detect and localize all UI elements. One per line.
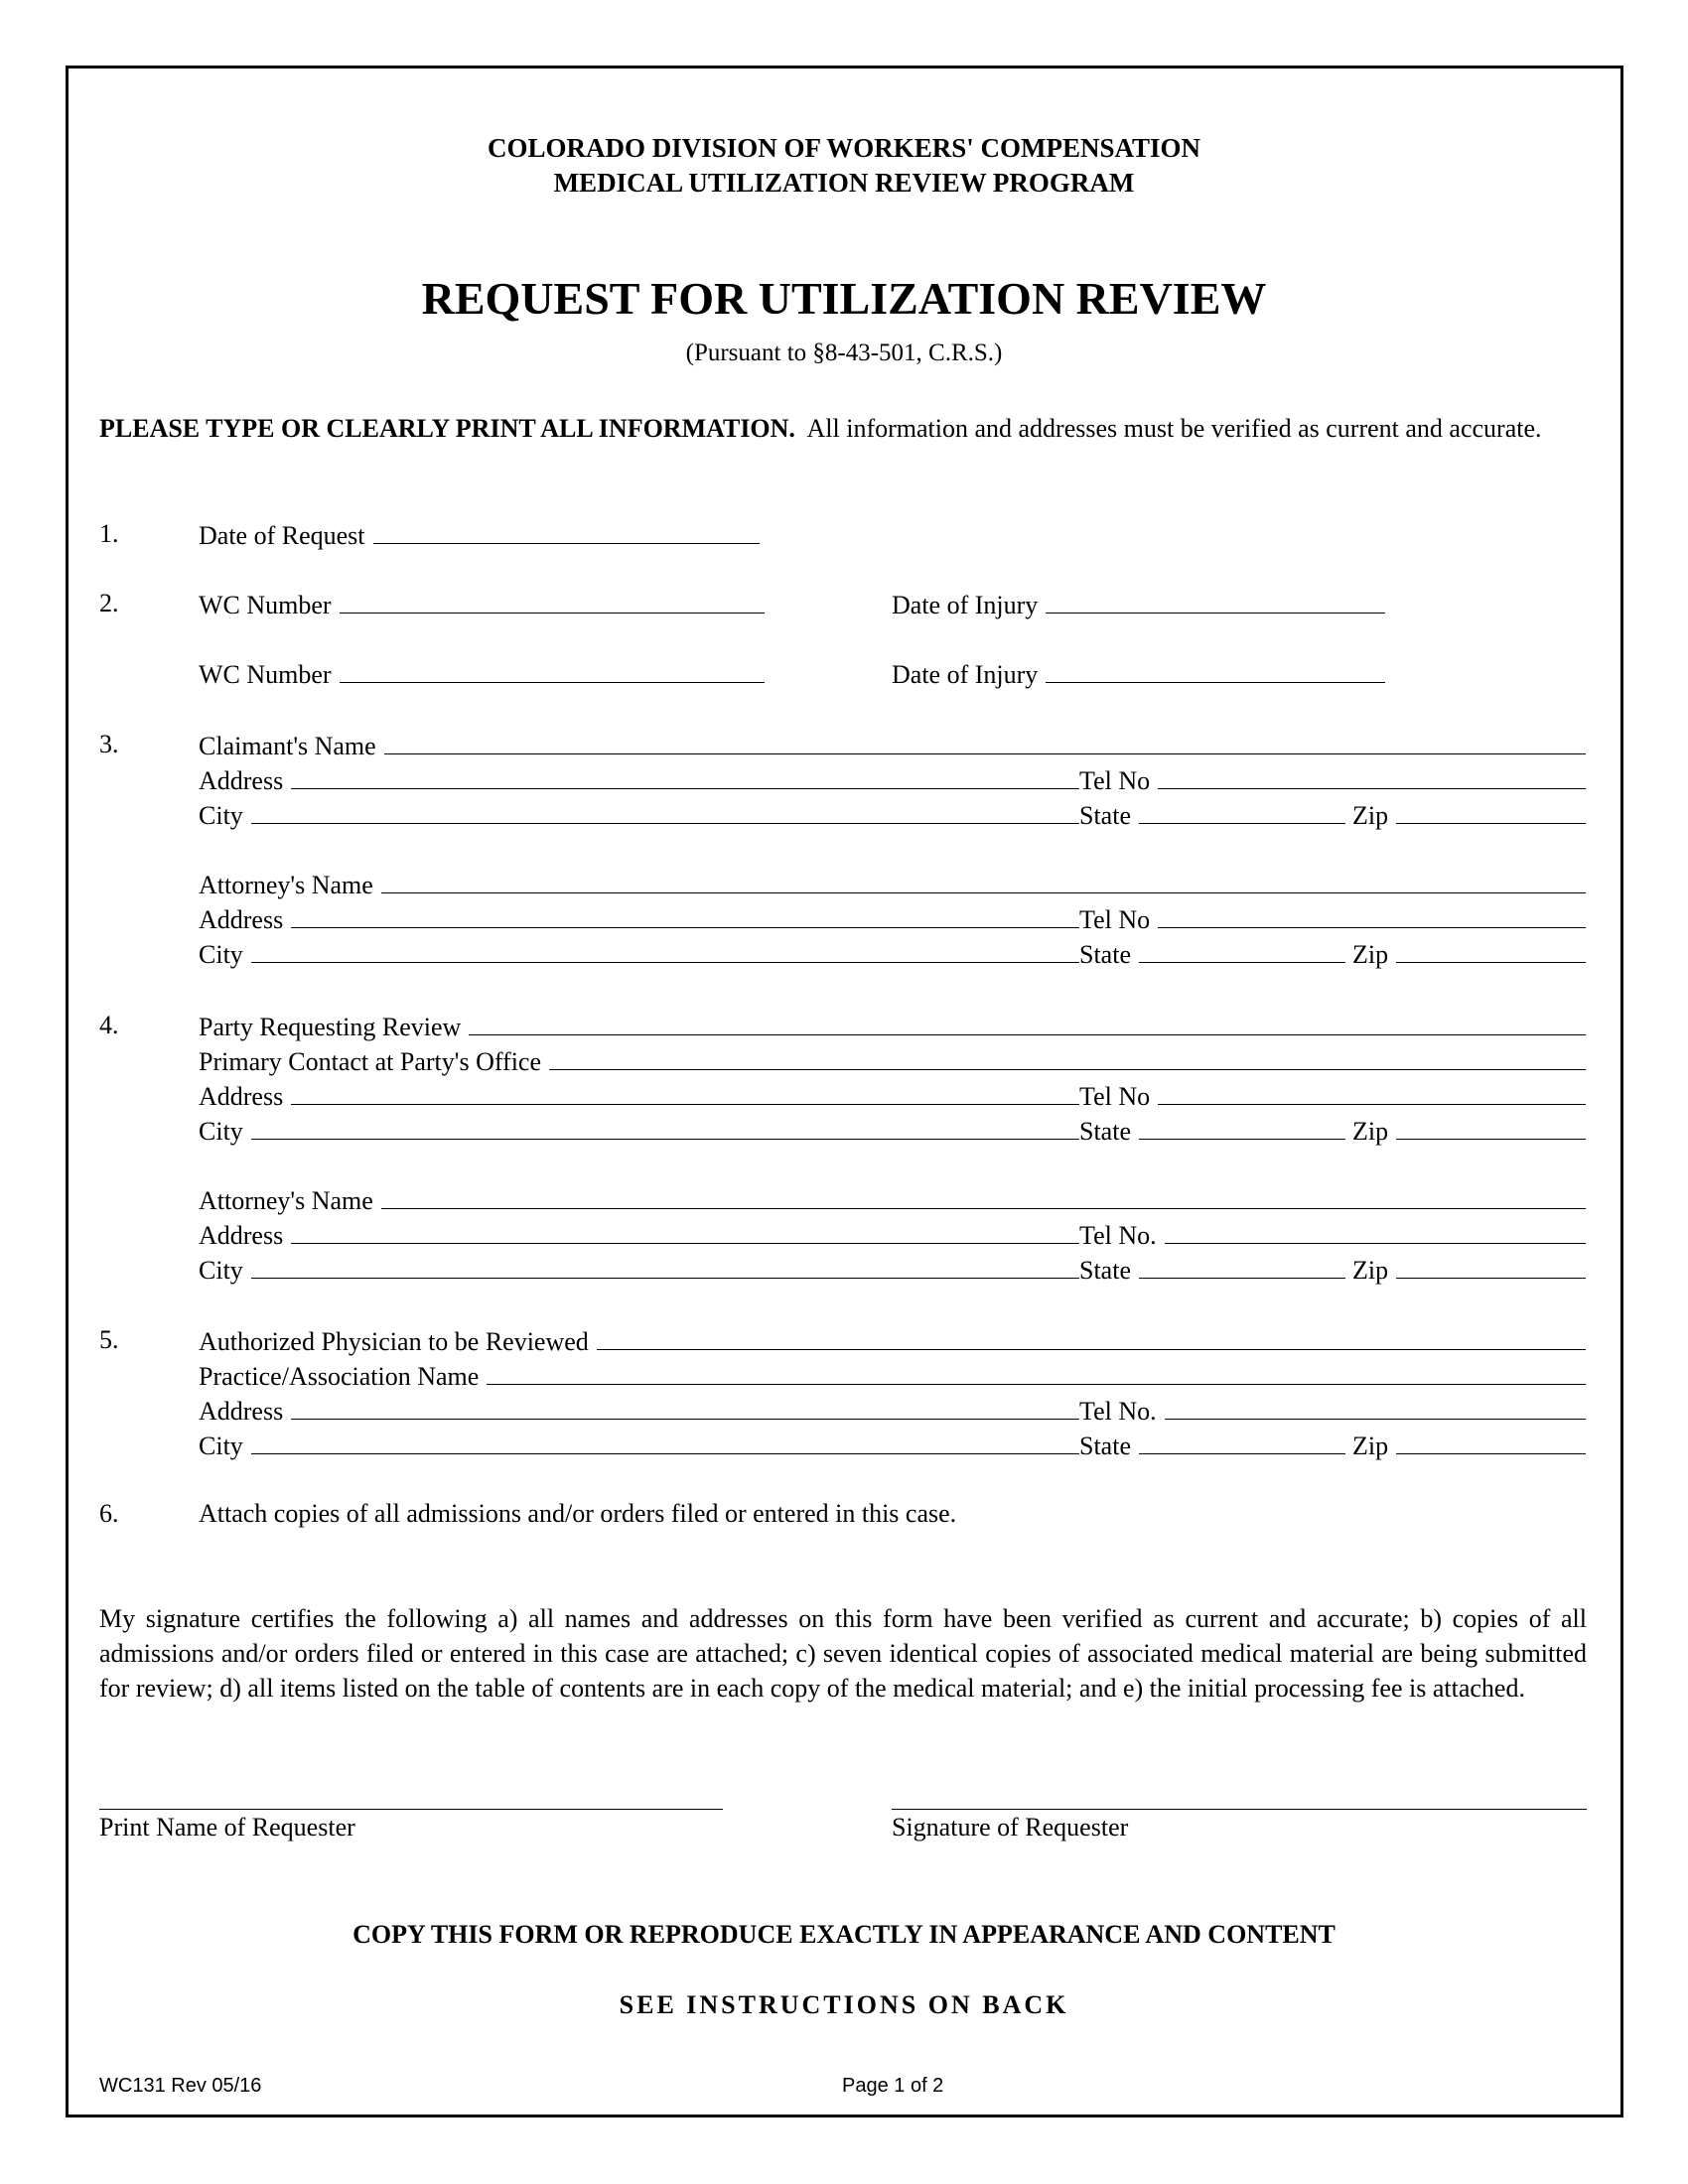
zip-field[interactable] [1396,1252,1586,1279]
city-field[interactable] [251,936,1079,963]
party-requesting-review-label: Party Requesting Review [199,1013,462,1041]
tel-no-field[interactable] [1165,1393,1586,1420]
tel-no-field[interactable] [1158,901,1586,928]
date-of-request-group [199,517,760,553]
zip-group [1352,936,1586,972]
state-group [1079,1252,1345,1288]
state-field[interactable] [1139,1252,1345,1279]
attorney-s-name-group [199,867,1586,902]
form-row [0,762,1688,796]
party-requesting-review-group [199,1009,1586,1044]
form-row [0,1009,1688,1042]
item-number: 2. [99,589,119,617]
state-field[interactable] [1139,1113,1345,1140]
city-label: City [199,1117,243,1146]
page-number: Page 1 of 2 [842,2075,944,2097]
address-group [199,901,1079,937]
form-row [0,1323,1688,1357]
city-field[interactable] [251,797,1079,824]
attorney-s-name-label: Attorney's Name [199,1186,373,1215]
date-of-injury-field[interactable] [1046,656,1385,683]
practice-association-name-group [199,1358,1586,1394]
signature-field[interactable] [892,1809,1587,1810]
state-group [1079,797,1345,833]
form-row [0,587,1688,620]
zip-label: Zip [1352,1117,1389,1146]
city-group [199,1428,1079,1463]
attorney-s-name-field[interactable] [381,867,1586,893]
state-label: State [1079,801,1131,830]
state-group [1079,1113,1345,1149]
city-group [199,1252,1079,1288]
program-name: MEDICAL UTILIZATION REVIEW PROGRAM [553,168,1135,198]
city-field[interactable] [251,1252,1079,1279]
city-field[interactable] [251,1113,1079,1140]
address-group [199,1393,1079,1429]
form-row [0,1182,1688,1216]
state-label: State [1079,940,1131,969]
tel-no-field[interactable] [1158,1078,1586,1105]
wc-number-field[interactable] [340,587,765,614]
city-field[interactable] [251,1428,1079,1454]
form-row [0,936,1688,970]
attorney-s-name-label: Attorney's Name [199,871,373,899]
form-row [0,656,1688,690]
form-row [0,1217,1688,1251]
city-group [199,1113,1079,1149]
tel-no-label: Tel No [1079,766,1151,795]
address-field[interactable] [291,762,1079,789]
address-label: Address [199,1082,284,1111]
date-of-injury-field[interactable] [1046,587,1385,614]
zip-label: Zip [1352,1432,1389,1460]
item-number: 4. [99,1011,119,1039]
address-group [199,1217,1079,1253]
city-label: City [199,1256,243,1285]
attorney-s-name-group [199,1182,1586,1218]
date-of-request-label: Date of Request [199,521,365,550]
address-field[interactable] [291,1078,1079,1105]
form-row [0,1252,1688,1286]
address-label: Address [199,905,284,934]
form-row [0,1428,1688,1461]
zip-label: Zip [1352,801,1389,830]
state-label: State [1079,1432,1131,1460]
primary-contact-at-party-s-office-field[interactable] [549,1043,1586,1070]
state-group [1079,936,1345,972]
zip-group [1352,1252,1586,1288]
form-row [0,1113,1688,1147]
attach-copies-instruction: Attach copies of all admissions and/or orders filed or entered in this case. [199,1499,957,1528]
date-of-injury-label: Date of Injury [892,660,1039,689]
item-number: 1. [99,519,119,548]
tel-no-group [1079,1217,1586,1253]
zip-label: Zip [1352,1256,1389,1285]
city-label: City [199,801,243,830]
form-row [0,728,1688,761]
authorized-physician-to-be-reviewed-group [199,1323,1586,1359]
agency-name: COLORADO DIVISION OF WORKERS' COMPENSATION [487,133,1201,163]
primary-contact-at-party-s-office-group [199,1043,1586,1079]
city-label: City [199,940,243,969]
form-row [0,1358,1688,1392]
instructions [99,411,1587,446]
tel-no-field[interactable] [1158,762,1586,789]
tel-no-label: Tel No. [1079,1221,1157,1250]
primary-contact-at-party-s-office-label: Primary Contact at Party's Office [199,1047,542,1076]
claimant-s-name-field[interactable] [384,728,1586,754]
zip-group [1352,1113,1586,1149]
form-subtitle: (Pursuant to §8-43-501, C.R.S.) [685,340,1003,366]
address-label: Address [199,766,284,795]
practice-association-name-label: Practice/Association Name [199,1362,480,1391]
date-of-injury-group [892,587,1385,622]
state-group [1079,1428,1345,1463]
wc-number-label: WC Number [199,660,332,689]
certification-text: My signature certifies the following a) all names and addresses on this form have been verified as current and accurate; b) copies of all admissions and/or orders filed or entered in this case are attached; c) seven identical copies of associated medical material are being submitted for review; d) all items listed on the table of contents are in each copy of the medical material; and e) the initial processing fee is attached. [99,1604,1587,1703]
date-of-injury-label: Date of Injury [892,591,1039,619]
address-field[interactable] [291,1217,1079,1244]
wc-number-group [199,587,765,622]
zip-field[interactable] [1396,936,1586,963]
wc-number-group [199,656,765,692]
party-requesting-review-field[interactable] [469,1009,1586,1035]
item-number: 6. [99,1499,119,1528]
wc-number-label: WC Number [199,591,332,619]
form-row [0,517,1688,551]
zip-field[interactable] [1396,797,1586,824]
zip-field[interactable] [1396,1113,1586,1140]
state-label: State [1079,1256,1131,1285]
signature-label: Signature of Requester [892,1813,1129,1842]
state-field[interactable] [1139,1428,1345,1454]
date-of-request-field[interactable] [373,517,760,544]
practice-association-name-field[interactable] [487,1358,1586,1385]
tel-no-label: Tel No [1079,1082,1151,1111]
tel-no-group [1079,1078,1586,1114]
claimant-s-name-label: Claimant's Name [199,732,376,760]
wc-number-field[interactable] [340,656,765,683]
item-number: 3. [99,730,119,758]
tel-no-group [1079,901,1586,937]
address-label: Address [199,1397,284,1426]
address-field[interactable] [291,1393,1079,1420]
form-row [0,867,1688,900]
authorized-physician-to-be-reviewed-field[interactable] [597,1323,1586,1350]
attorney-s-name-field[interactable] [381,1182,1586,1209]
form-row [0,901,1688,935]
print-name-label: Print Name of Requester [99,1813,355,1842]
city-group [199,797,1079,833]
zip-field[interactable] [1396,1428,1586,1454]
form-row [0,1393,1688,1427]
state-field[interactable] [1139,936,1345,963]
tel-no-field[interactable] [1165,1217,1586,1244]
state-label: State [1079,1117,1131,1146]
tel-no-label: Tel No [1079,905,1151,934]
form-row [0,1078,1688,1112]
address-group [199,1078,1079,1114]
reproduction-notice: COPY THIS FORM OR REPRODUCE EXACTLY IN APPEARANCE AND CONTENT [352,1920,1336,1949]
see-instructions-note: SEE INSTRUCTIONS ON BACK [619,1990,1069,2019]
claimant-s-name-group [199,728,1586,763]
address-label: Address [199,1221,284,1250]
city-group [199,936,1079,972]
date-of-injury-group [892,656,1385,692]
zip-label: Zip [1352,940,1389,969]
zip-group [1352,1428,1586,1463]
form-row [0,1497,1688,1531]
instructions-bold: PLEASE TYPE OR CLEARLY PRINT ALL INFORMATION. [99,414,795,443]
print-name-field[interactable] [99,1809,723,1810]
city-label: City [199,1432,243,1460]
form-row [0,1043,1688,1077]
item-number: 5. [99,1325,119,1354]
form-title: REQUEST FOR UTILIZATION REVIEW [421,273,1267,324]
authorized-physician-to-be-reviewed-label: Authorized Physician to be Reviewed [199,1327,589,1356]
state-field[interactable] [1139,797,1345,824]
form-id: WC131 Rev 05/16 [99,2075,262,2097]
tel-no-label: Tel No. [1079,1397,1157,1426]
address-group [199,762,1079,798]
tel-no-group [1079,762,1586,798]
address-field[interactable] [291,901,1079,928]
instructions-text: All information and addresses must be verified as current and accurate. [794,414,1542,443]
form-row [0,797,1688,831]
zip-group [1352,797,1586,833]
tel-no-group [1079,1393,1586,1429]
